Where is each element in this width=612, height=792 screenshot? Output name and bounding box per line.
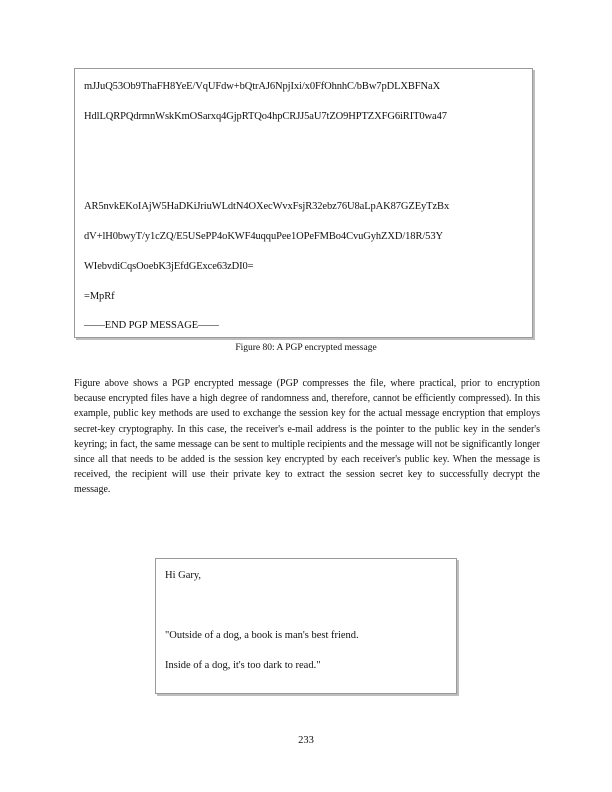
- body-paragraph: Figure above shows a PGP encrypted message (PGP compresses the file, where practical, prior to encryption because encrypted files have a high degree of randomness and, therefore, cannot be efficiently compressed). In this example, public key methods are used to exchange the session key for the actual message encryption that employs secret-key cryptography. In this case, the receiver's e-mail address is the pointer to the public key in the sender's keyring; in fact, the same message can be sent to multiple recipients and the message will not be significantly longer since all that needs to be added is the session key encrypted by each receiver's public key. When the message is received, the recipient will use their private key to extract the session secret key to successfully decrypt the message.: [74, 378, 540, 496]
- email-message-box: [155, 558, 457, 694]
- pgp-end-marker: ——END PGP MESSAGE——: [84, 320, 219, 331]
- pgp-line-5: WIebvdiCqsOoebK3jEfdGExce63zDI0=: [84, 261, 254, 272]
- pgp-line-1: mJJuQ53Ob9ThaFH8YeE/VqUFdw+bQtrAJ6NpjIxi/x0FfOhnhC/bBw7pDLXBFNaX: [84, 81, 441, 92]
- email-quote-line-1: "Outside of a dog, a book is man's best friend.: [165, 630, 359, 641]
- email-quote-line-2: Inside of a dog, it's too dark to read.": [165, 660, 321, 671]
- page-number: 233: [298, 735, 314, 746]
- pgp-line-3: AR5nvkEKoIAjW5HaDKiJriuWLdtN4OXecWvxFsjR32ebz76U8aLpAK87GZEyTzBx: [84, 201, 450, 212]
- email-greeting: Hi Gary,: [165, 570, 202, 581]
- pgp-line-2: HdlLQRPQdrmnWskKmOSarxq4GjpRTQo4hpCRJJ5aU7tZO9HPTZXFG6iRIT0wa47: [84, 111, 447, 122]
- pgp-message-box: [74, 68, 533, 338]
- pgp-line-4: dV+lH0bwyT/y1cZQ/E5USePP4oKWF4uqquPee1OPeFMBo4CvuGyhZXD/18R/53Y: [84, 231, 443, 242]
- pgp-line-6: =MpRf: [84, 291, 115, 302]
- figure-caption: Figure 80: A PGP encrypted message: [235, 343, 377, 353]
